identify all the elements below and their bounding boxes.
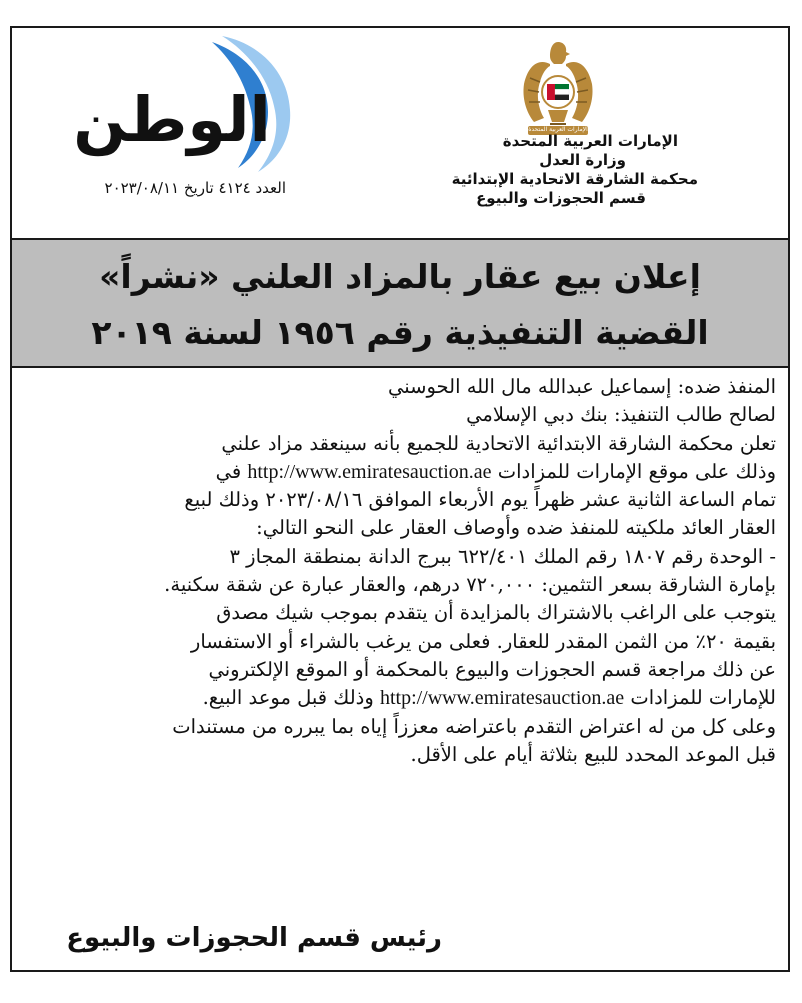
body-line: تمام الساعة الثانية عشر ظهراً يوم الأربعاء الموافق ٢٠٢٣/٠٨/١٦ وذلك لبيع xyxy=(184,488,776,512)
property-description-line: - الوحدة رقم ١٨٠٧ رقم الملك ٦٢٢/٤٠١ ببرج الدانة بمنطقة المجاز ٣ xyxy=(229,544,776,568)
title-band xyxy=(12,238,788,368)
org-line-department: قسم الحجوزات والبيوع xyxy=(476,189,646,207)
auction-website-link[interactable]: http://www.emiratesauction.ae xyxy=(379,687,625,710)
uae-emblem-icon xyxy=(520,38,596,138)
body-line: يتوجب على الراغب بالاشتراك بالمزايدة أن يتقدم بموجب شيك مصدق xyxy=(216,601,776,625)
case-number-title: القضية التنفيذية رقم ١٩٥٦ لسنة ٢٠١٩ xyxy=(91,313,709,352)
issuing-authority xyxy=(398,132,698,208)
executed-against-line: المنفذ ضده: إسماعيل عبدالله مال الله الحوسني xyxy=(388,375,776,398)
auction-website-link[interactable]: http://www.emiratesauction.ae xyxy=(247,460,492,483)
body-line: عن ذلك مراجعة قسم الحجوزات والبيوع بالمحكمة أو الموقع الإلكتروني xyxy=(208,657,776,681)
body-line: العقار العائد ملكيته للمنفذ ضده وأوصاف العقار على النحو التالي: xyxy=(256,516,776,540)
beneficiary-line: لصالح طالب التنفيذ: بنك دبي الإسلامي xyxy=(466,403,776,427)
issue-number-date: العدد ٤١٢٤ تاريخ ٢٠٢٣/٠٨/١١ xyxy=(104,179,286,197)
valuation-line: بإمارة الشارقة بسعر التثمين: ٧٢٠,٠٠٠ درهم، والعقار عبارة عن شقة سكنية. xyxy=(164,573,776,597)
body-line: قبل الموعد المحدد للبيع بثلاثة أيام على الأقل. xyxy=(410,742,776,766)
announcement-body xyxy=(12,373,780,769)
org-line-ministry: وزارة العدل xyxy=(539,151,626,169)
signature: رئيس قسم الحجوزات والبيوع xyxy=(66,923,442,953)
body-line: للإمارات للمزادات http://www.emiratesauction.ae وذلك قبل موعد البيع. xyxy=(202,686,776,710)
body-line: بقيمة ٢٠٪ من الثمن المقدر للعقار. فعلى من يرغب بالشراء أو الاستفسار xyxy=(190,629,776,653)
org-line-court: محكمة الشارقة الاتحادية الإبتدائية xyxy=(451,170,698,188)
body-line: تعلن محكمة الشارقة الابتدائية الاتحادية للجميع بأنه سينعقد مزاد علني xyxy=(221,431,776,455)
announcement-frame xyxy=(10,26,790,972)
newspaper-logo: الوطن xyxy=(73,83,271,156)
body-line: وعلى كل من له اعتراض التقدم باعتراضه معززاً إياه بما يبرره من مستندات xyxy=(172,714,776,738)
org-line-country: الإمارات العربية المتحدة xyxy=(502,132,678,150)
emblem-caption: الإمارات العربية المتحدة xyxy=(528,126,588,133)
body-line: وذلك على موقع الإمارات للمزادات http://www.emiratesauction.ae في xyxy=(215,459,776,483)
announcement-title: إعلان بيع عقار بالمزاد العلني «نشراً» xyxy=(99,257,701,296)
